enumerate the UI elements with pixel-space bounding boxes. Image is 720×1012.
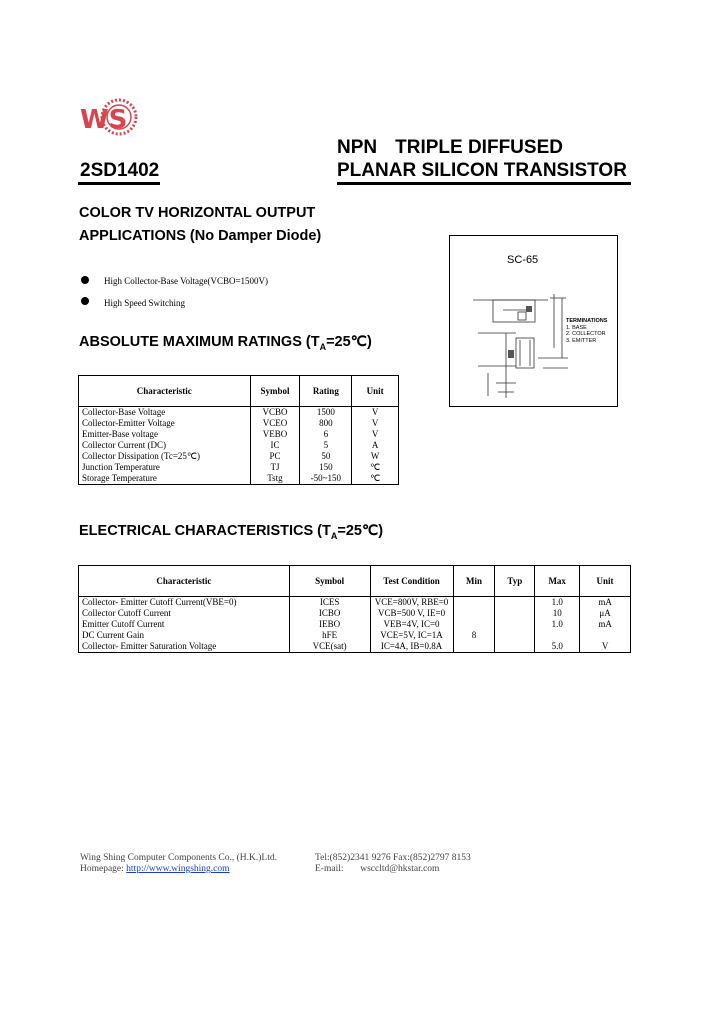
column-header: Symbol <box>250 376 300 407</box>
column-header: Test Condition <box>370 566 453 597</box>
cell-characteristic: Collector Cutoff Current <box>79 608 290 619</box>
package-terminations <box>566 318 607 344</box>
table-row <box>79 462 399 473</box>
cell-characteristic: Emitter Cutoff Current <box>79 619 290 630</box>
column-header: Unit <box>352 376 399 407</box>
cell-symbol: IEBO <box>289 619 370 630</box>
column-header: Typ <box>495 566 535 597</box>
elec-heading <box>79 523 383 541</box>
company-logo <box>78 97 140 137</box>
table-row <box>79 418 399 429</box>
package-name: SC-65 <box>507 254 539 266</box>
title-line1-rest: TRIPLE DIFFUSED <box>395 137 563 158</box>
cell-rating: 50 <box>300 451 352 462</box>
cell-characteristic: Collector-Base Voltage <box>79 407 251 419</box>
abs-max-heading-sub: A <box>319 341 327 352</box>
cell-unit: ℃ <box>352 473 399 485</box>
part-number: 2SD1402 <box>80 160 160 181</box>
cell-symbol: ICBO <box>289 608 370 619</box>
column-header: Max <box>535 566 580 597</box>
cell-test-condition: VCE=800V, RBE=0 <box>370 597 453 609</box>
application-line1: COLOR TV HORIZONTAL OUTPUT <box>79 205 316 221</box>
elec-heading-suffix: =25℃) <box>337 523 384 539</box>
application-line2: APPLICATIONS (No Damper Diode) <box>79 228 322 244</box>
cell-rating: -50~150 <box>300 473 352 485</box>
cell-unit: mA <box>580 619 631 630</box>
cell-max <box>535 630 580 641</box>
cell-typ <box>495 597 535 609</box>
cell-symbol: VCEO <box>250 418 300 429</box>
homepage-link[interactable]: http://www.wingshing.com <box>126 864 230 874</box>
cell-typ <box>495 641 535 653</box>
cell-rating: 800 <box>300 418 352 429</box>
part-underline <box>78 182 160 185</box>
column-header: Unit <box>580 566 631 597</box>
cell-characteristic: Emitter-Base voltage <box>79 429 251 440</box>
cell-symbol: Tstg <box>250 473 300 485</box>
cell-symbol: IC <box>250 440 300 451</box>
title-underline <box>337 182 631 185</box>
package-box <box>449 235 618 407</box>
cell-unit: V <box>352 418 399 429</box>
cell-min: 8 <box>453 630 495 641</box>
table-row <box>79 597 631 609</box>
elec-table <box>78 565 631 653</box>
table-header-row <box>79 566 631 597</box>
title-line2: PLANAR SILICON TRANSISTOR <box>337 160 627 181</box>
elec-heading-prefix: ELECTRICAL CHARACTERISTICS (T <box>79 523 331 539</box>
cell-unit: μA <box>580 608 631 619</box>
table-row <box>79 407 399 419</box>
feature-item: High Collector-Base Voltage(VCBO=1500V) <box>104 276 269 286</box>
table-row <box>79 630 631 641</box>
cell-test-condition: VEB=4V, IC=0 <box>370 619 453 630</box>
cell-max: 1.0 <box>535 619 580 630</box>
cell-test-condition: VCE=5V, IC=1A <box>370 630 453 641</box>
cell-characteristic: Collector- Emitter Saturation Voltage <box>79 641 290 653</box>
table-header-row <box>79 376 399 407</box>
table-row <box>79 473 399 485</box>
terminations-title: TERMINATIONS <box>566 318 608 324</box>
transistor-type: NPN <box>337 137 378 158</box>
cell-characteristic: Junction Temperature <box>79 462 251 473</box>
cell-typ <box>495 630 535 641</box>
ws-logo-icon <box>78 97 140 137</box>
cell-rating: 6 <box>300 429 352 440</box>
abs-max-table <box>78 375 399 485</box>
cell-symbol: VCBO <box>250 407 300 419</box>
termination-item: 1. BASE <box>566 324 587 331</box>
cell-rating: 150 <box>300 462 352 473</box>
cell-max: 5.0 <box>535 641 580 653</box>
cell-typ <box>495 608 535 619</box>
cell-min <box>453 619 495 630</box>
footer-phone: Tel:(852)2341 9276 Fax:(852)2797 8153 <box>315 853 471 863</box>
cell-unit <box>580 630 631 641</box>
cell-characteristic: Collector- Emitter Cutoff Current(VBE=0) <box>79 597 290 609</box>
cell-min <box>453 641 495 653</box>
cell-unit: mA <box>580 597 631 609</box>
cell-characteristic: Storage Temperature <box>79 473 251 485</box>
cell-unit: W <box>352 451 399 462</box>
cell-characteristic: DC Current Gain <box>79 630 290 641</box>
logo-text: WS <box>80 105 128 135</box>
table-row <box>79 641 631 653</box>
bullet-icon <box>81 297 89 305</box>
column-header: Symbol <box>289 566 370 597</box>
cell-characteristic: Collector-Emitter Voltage <box>79 418 251 429</box>
cell-max: 1.0 <box>535 597 580 609</box>
cell-symbol: VEBO <box>250 429 300 440</box>
footer-homepage <box>80 864 230 874</box>
homepage-label: Homepage: <box>80 864 124 874</box>
cell-test-condition: IC=4A, IB=0.8A <box>370 641 453 653</box>
cell-symbol: ICES <box>289 597 370 609</box>
termination-item: 3. EMITTER <box>566 337 597 344</box>
cell-typ <box>495 619 535 630</box>
column-header: Min <box>453 566 495 597</box>
cell-symbol: VCE(sat) <box>289 641 370 653</box>
footer-email <box>315 864 439 874</box>
feature-item: High Speed Switching <box>104 298 185 308</box>
cell-unit: ℃ <box>352 462 399 473</box>
cell-characteristic: Collector Dissipation (Tc=25℃) <box>79 451 251 462</box>
footer-company: Wing Shing Computer Components Co., (H.K.)Ltd. <box>80 853 277 863</box>
cell-min <box>453 597 495 609</box>
cell-unit: A <box>352 440 399 451</box>
bullet-icon <box>81 276 89 284</box>
abs-max-heading <box>79 334 372 352</box>
cell-symbol: hFE <box>289 630 370 641</box>
cell-min <box>453 608 495 619</box>
cell-unit: V <box>352 429 399 440</box>
package-drawing-icon <box>458 288 613 403</box>
cell-unit: V <box>580 641 631 653</box>
table-row <box>79 608 631 619</box>
cell-rating: 1500 <box>300 407 352 419</box>
cell-rating: 5 <box>300 440 352 451</box>
column-header: Rating <box>300 376 352 407</box>
email-label: E-mail: <box>315 864 344 874</box>
cell-symbol: TJ <box>250 462 300 473</box>
abs-max-heading-suffix: =25℃) <box>326 334 372 350</box>
table-row <box>79 429 399 440</box>
title-line1 <box>337 137 563 159</box>
cell-test-condition: VCB=500 V, IE=0 <box>370 608 453 619</box>
table-row <box>79 619 631 630</box>
table-row <box>79 440 399 451</box>
termination-item: 2. COLLECTOR <box>566 331 606 337</box>
column-header: Characteristic <box>79 566 290 597</box>
cell-max: 10 <box>535 608 580 619</box>
elec-heading-sub: A <box>330 530 338 541</box>
column-header: Characteristic <box>79 376 251 407</box>
cell-characteristic: Collector Current (DC) <box>79 440 251 451</box>
cell-unit: V <box>352 407 399 419</box>
abs-max-heading-prefix: ABSOLUTE MAXIMUM RATINGS (T <box>79 334 320 350</box>
email-link[interactable]: wsccltd@hkstar.com <box>360 864 440 874</box>
cell-symbol: PC <box>250 451 300 462</box>
table-row <box>79 451 399 462</box>
